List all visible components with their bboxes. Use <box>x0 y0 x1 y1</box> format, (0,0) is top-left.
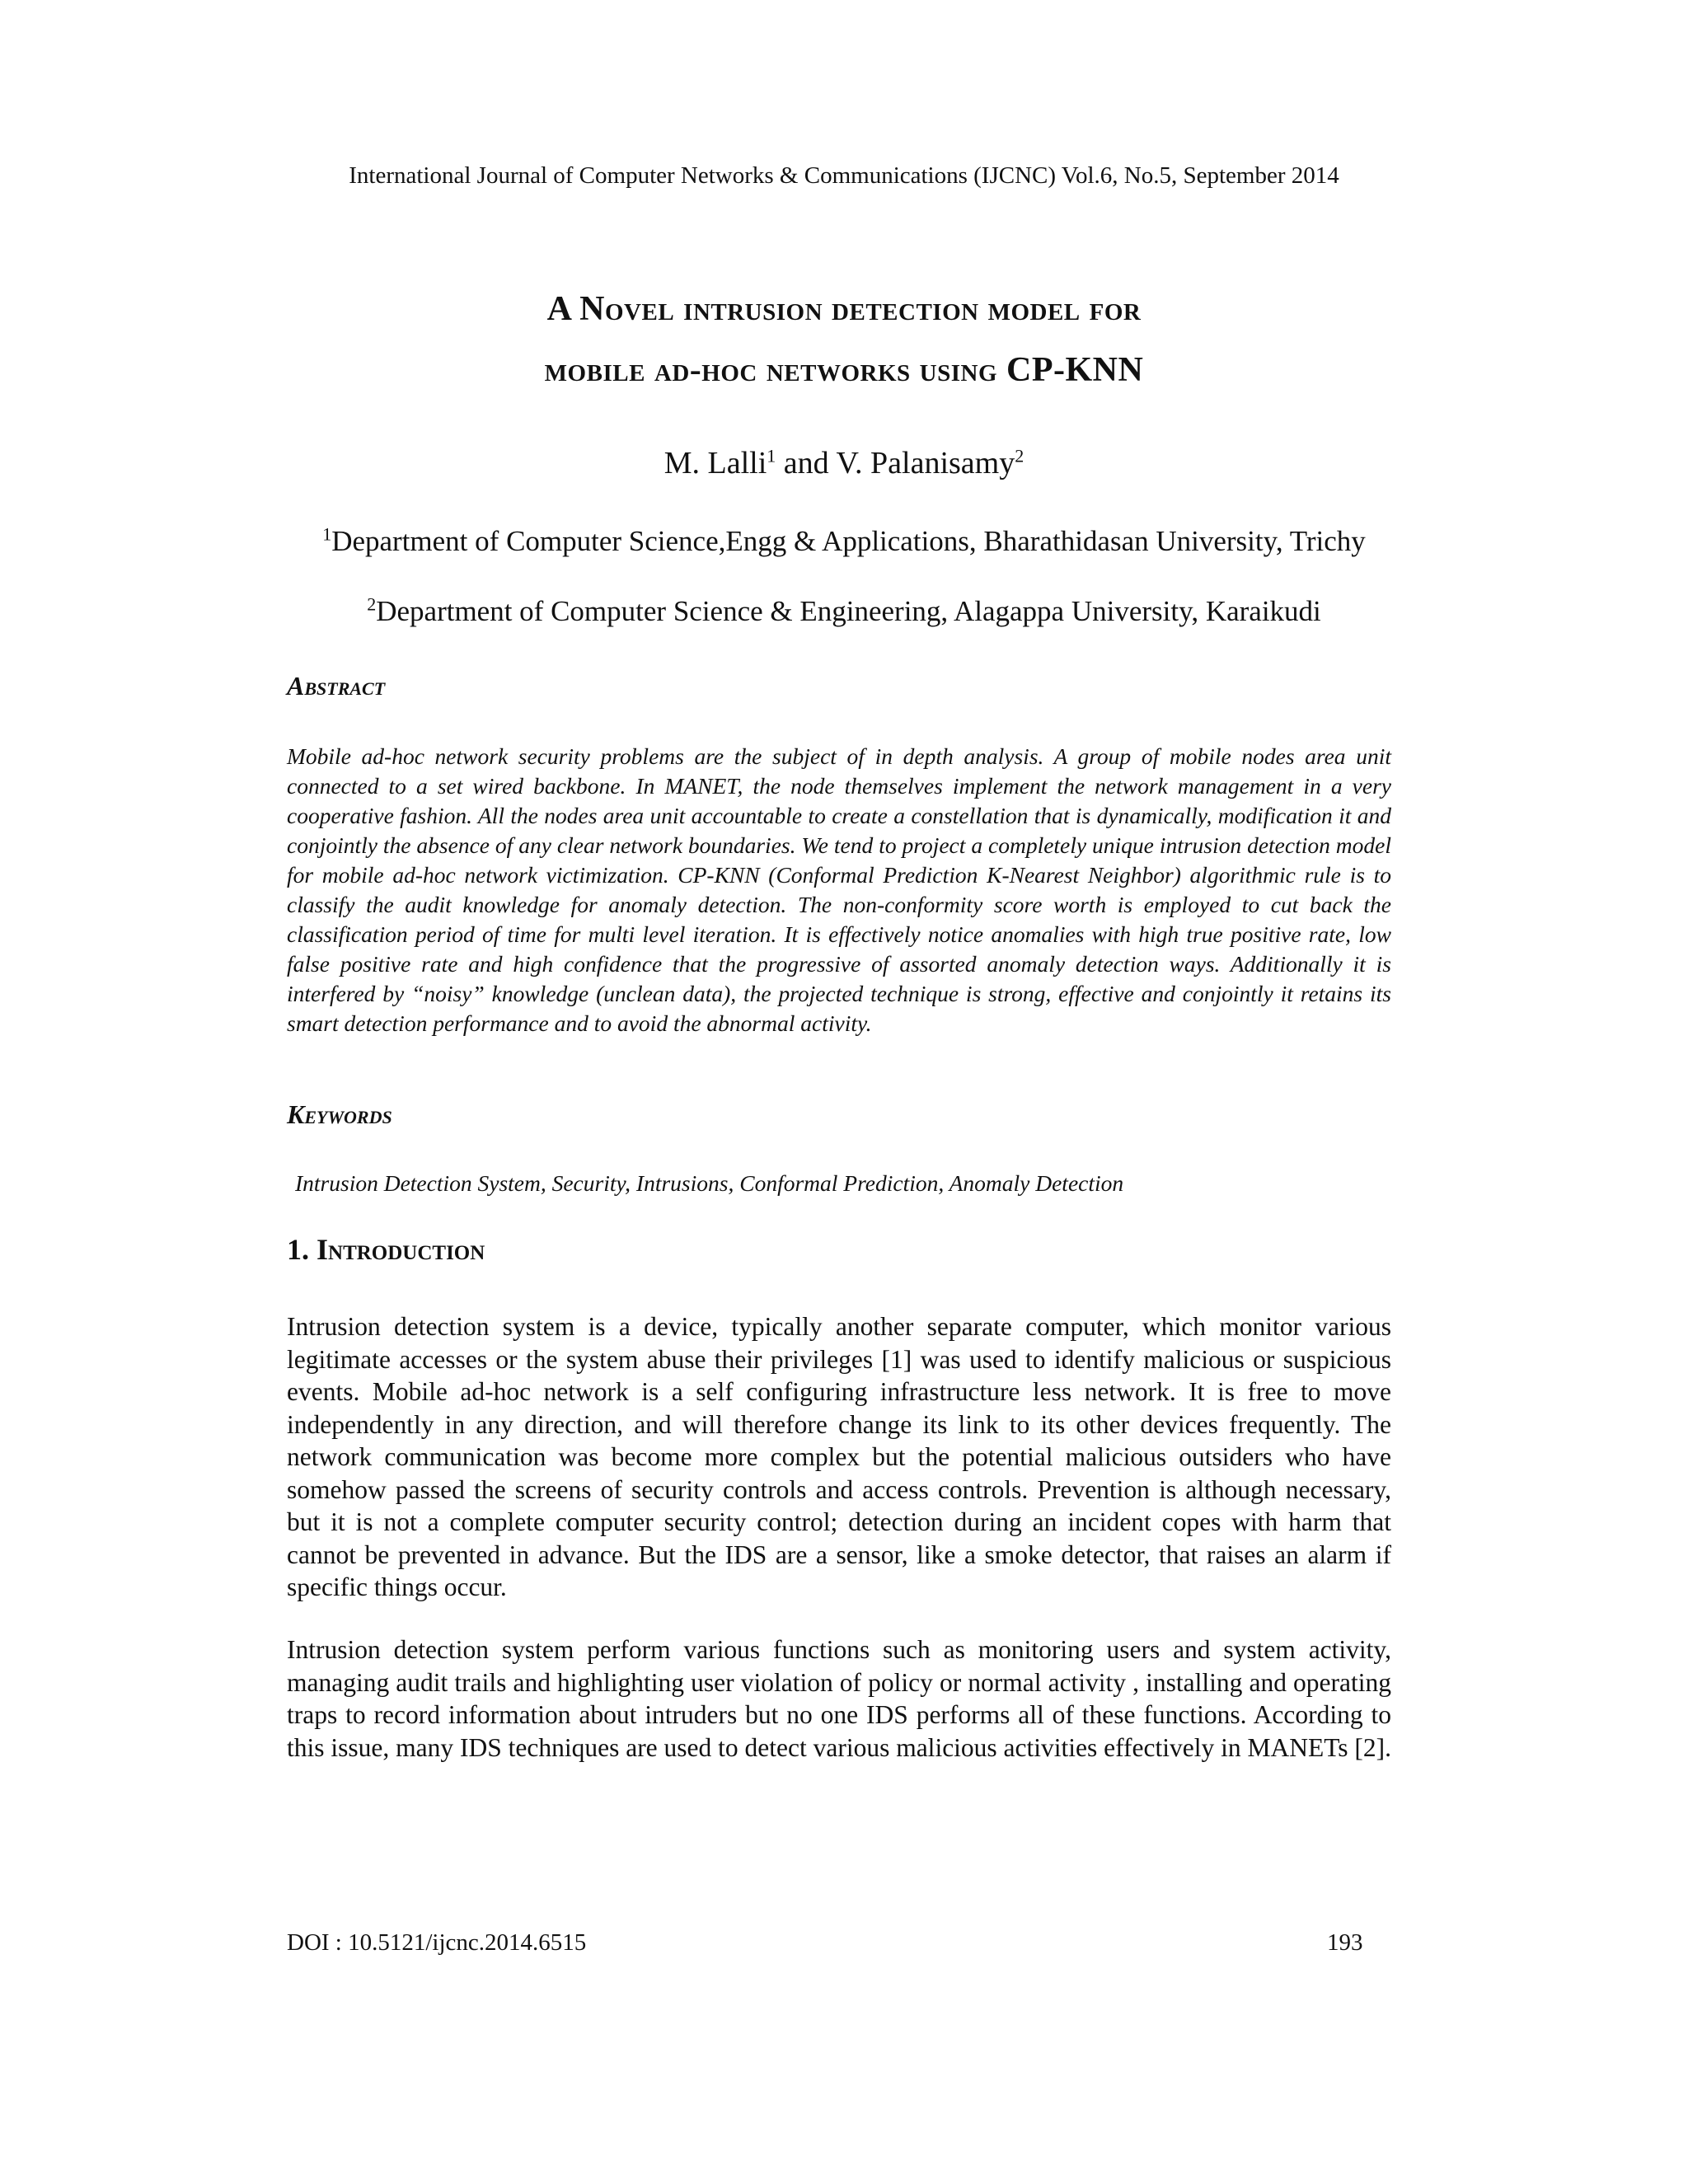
paper-title <box>165 279 1523 401</box>
author-list <box>0 443 1688 483</box>
affiliation-2 <box>247 594 1441 629</box>
keywords-heading: Keywords <box>287 1099 392 1129</box>
author-name-1: M. Lalli <box>663 446 767 480</box>
keywords-text: Intrusion Detection System, Security, Intrusions, Conformal Prediction, Anomaly Detection <box>295 1170 1124 1196</box>
author-conjunction: and <box>776 446 837 480</box>
author-affil-marker-1: 1 <box>767 445 776 466</box>
introduction-heading: 1. Introduction <box>287 1233 485 1266</box>
paper-title-line-1: A Novel intrusion detection model for <box>546 290 1142 328</box>
affiliation-1 <box>247 524 1441 559</box>
footer-page-number: 193 <box>1327 1929 1363 1956</box>
introduction-paragraph-2: Intrusion detection system perform various functions such as monitoring users and system activity, managing audit trails and highlighting user violation of policy or normal activity , installing and operating traps to record information about intruders but no one IDS performs all of these functions. According to this issue, many IDS techniques are used to detect various malicious activities effectively in MANETs [2]. <box>287 1635 1392 1762</box>
introduction-paragraph-1: Intrusion detection system is a device, typically another separate computer, which monitor various legitimate accesses or the system abuse their privileges [1] was used to identify malicious or suspicious events. Mobile ad-hoc network is a self configuring infrastructure less network. It is free to move independently in any direction, and will therefore change its link to its other devices frequently. The network communication was become more complex but the potential malicious outsiders who have somehow passed the screens of security controls and access controls. Prevention is although necessary, but it is not a complete computer security control; detection during an incident copes with harm that cannot be prevented in advance. But the IDS are a sensor, like a smoke detector, that raises an alarm if specific things occur. <box>287 1312 1391 1601</box>
affiliation-text-2: Department of Computer Science & Engineering, Alagappa University, Karaikudi <box>376 595 1321 627</box>
abstract-text: Mobile ad-hoc network security problems are the subject of in depth analysis. A group of mobile nodes area unit connected to a set wired backbone. In MANET, the node themselves implement the network management in a very cooperative fashion. All the nodes area unit accountable to create a constellation that is dynamically, modification it and conjointly the absence of any clear network boundaries. We tend to project a completely unique intrusion detection model for mobile ad-hoc network victimization. CP-KNN (Conformal Prediction K-Nearest Neighbor) algorithmic rule is to classify the audit knowledge for anomaly detection. The non-conformity score worth is employed to cut back the classification period of time for multi level iteration. It is effectively notice anomalies with high true positive rate, low false positive rate and high confidence that the progressive of assorted anomaly detection ways. Additionally it is interfered by “noisy” knowledge (unclean data), the projected technique is strong, effective and conjointly it retains its smart detection performance and to avoid the abnormal activity. <box>287 743 1391 1036</box>
author-name-2: V. Palanisamy <box>836 446 1015 480</box>
footer-doi: DOI : 10.5121/ijcnc.2014.6515 <box>287 1929 587 1956</box>
affiliation-marker-2: 2 <box>367 593 377 615</box>
affiliation-text-1: Department of Computer Science,Engg & Applications, Bharathidasan University, Trichy <box>331 525 1366 557</box>
author-affil-marker-2: 2 <box>1015 445 1025 466</box>
affiliation-marker-1: 1 <box>322 523 332 545</box>
paper-title-line-2: mobile ad-hoc networks using CP-KNN <box>544 351 1144 389</box>
abstract-heading: Abstract <box>287 671 386 701</box>
journal-running-header: International Journal of Computer Networks & Communications (IJCNC) Vol.6, No.5, September 2014 <box>349 162 1339 189</box>
